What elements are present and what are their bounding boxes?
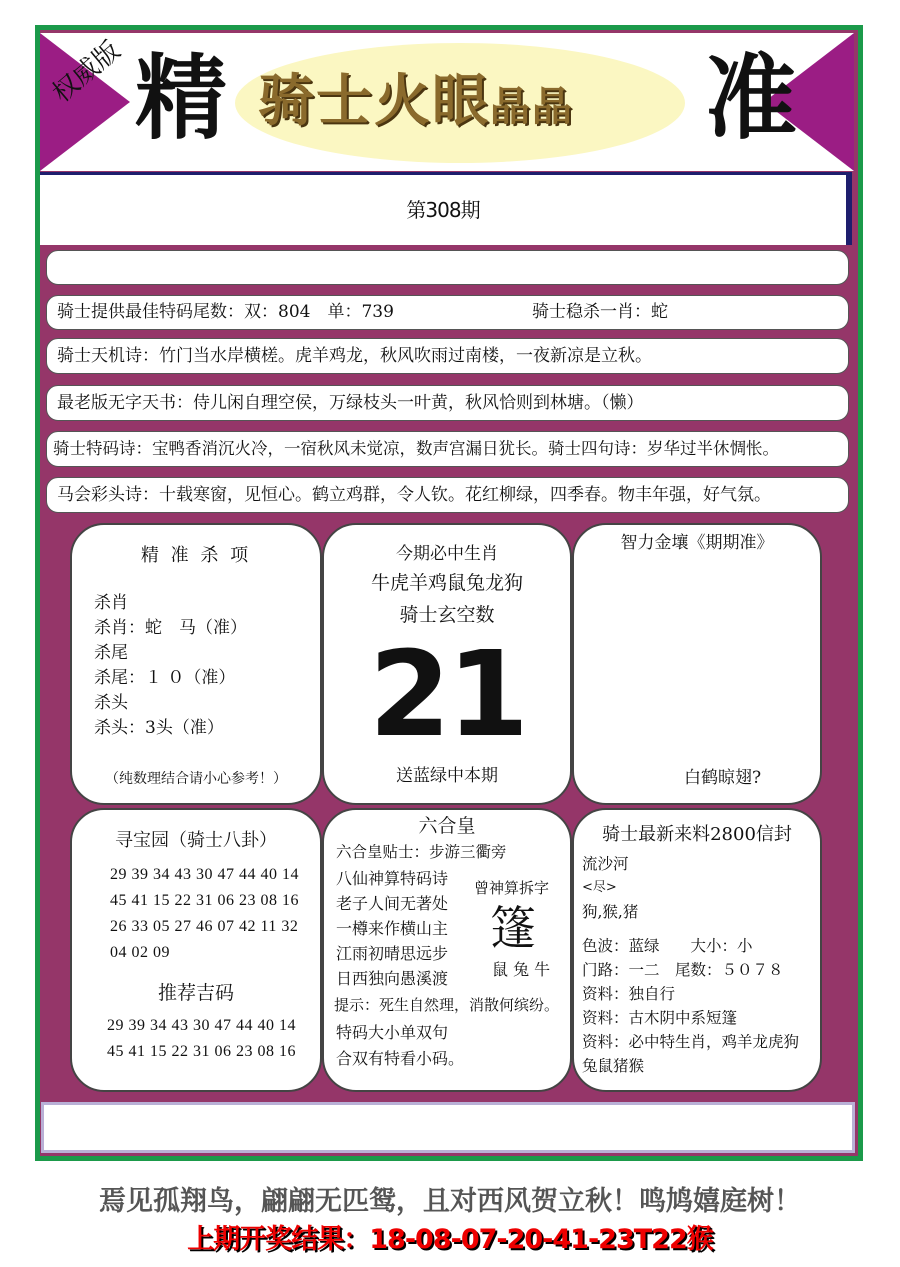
kill-title: 精 准 杀 项 xyxy=(140,545,252,566)
row-text: 骑士提供最佳特码尾数：双：804 单：739 xyxy=(57,302,394,323)
zhili-card xyxy=(572,523,822,805)
letter-line: 色波：蓝绿 大小：小 xyxy=(582,937,753,955)
lhh-card xyxy=(322,808,572,1092)
kill-line: 杀尾 xyxy=(94,643,128,663)
center-zodiacs: 牛虎羊鸡鼠兔龙狗 xyxy=(370,572,523,594)
letter-line: <尽> xyxy=(582,880,617,895)
center-line: 骑士玄空数 xyxy=(399,604,495,626)
letter-line: 兔鼠猪猴 xyxy=(582,1057,645,1075)
last-draw-result: 上期开奖结果：18-08-07-20-41-23T22猴 xyxy=(187,1224,713,1255)
letter-line: 狗,猴,猪 xyxy=(582,903,639,921)
number-line: 29 39 34 43 30 47 44 40 14 xyxy=(110,866,299,883)
kill-line: 杀肖：蛇 马（准） xyxy=(94,618,247,638)
poem-line: 特码大小单双句 xyxy=(336,1023,449,1042)
brand-main: 骑士火眼 xyxy=(258,68,490,134)
kill-note: （纯数理结合请小心参考！） xyxy=(105,771,287,787)
letter-title: 骑士最新来料2800信封 xyxy=(602,824,792,845)
kill-line: 杀尾：１ ０（准） xyxy=(94,668,236,688)
letter-line: 资料：必中特生肖，鸡羊龙虎狗 xyxy=(582,1033,800,1051)
xunbao-card xyxy=(70,808,322,1092)
chaizi-title: 曾神算拆字 xyxy=(474,879,550,897)
info-row xyxy=(46,295,849,330)
empty-banner xyxy=(46,250,849,285)
chaizi-char: 篷 xyxy=(490,901,536,955)
row-text: 骑士天机诗：竹门当水岸横槎。虎羊鸡龙，秋风吹雨过南楼，一夜新凉是立秋。 xyxy=(57,345,652,366)
number-line: 04 02 09 xyxy=(110,944,170,961)
poem-line: 日西独向愚溪渡 xyxy=(336,969,449,988)
info-row xyxy=(46,385,849,421)
bottom-blank-box xyxy=(41,1102,855,1153)
letter-line: 门路：一二 尾数：５０７８ xyxy=(582,961,784,979)
row-text-right: 骑士稳杀一肖：蛇 xyxy=(532,302,668,323)
number-line: 45 41 15 22 31 06 23 08 16 xyxy=(110,892,299,909)
poem-line: 一樽来作横山主 xyxy=(336,919,449,938)
center-line: 送蓝绿中本期 xyxy=(396,766,498,786)
kill-line: 杀肖 xyxy=(94,593,128,613)
brand-title xyxy=(258,68,574,134)
lhh-tip: 六合皇贴士：步游三衢旁 xyxy=(336,843,507,861)
lhh-hint: 提示：死生自然理，消散何缤纷。 xyxy=(334,996,560,1014)
kill-line: 杀头：3头（准） xyxy=(94,718,224,738)
title-left-char: 精 xyxy=(135,45,228,152)
zhili-title: 智力金壤《期期准》 xyxy=(620,533,774,553)
letter-card xyxy=(572,808,822,1092)
chaizi-zodiac: 鼠 兔 牛 xyxy=(492,960,551,979)
letter-line: 流沙河 xyxy=(582,855,629,873)
kill-card xyxy=(70,523,322,805)
lucky-number: 21 xyxy=(368,625,526,763)
title-right-char: 准 xyxy=(705,45,798,152)
number-line: 26 33 05 27 46 07 42 11 32 xyxy=(110,918,299,935)
poem-line: 八仙神算特码诗 xyxy=(336,869,449,888)
poem-line: 合双有特看小码。 xyxy=(336,1049,465,1068)
number-line: 29 39 34 43 30 47 44 40 14 xyxy=(107,1017,296,1034)
zhili-answer: 白鹤晾翅? xyxy=(684,768,762,788)
xunbao-title: 寻宝园（骑士八卦） xyxy=(115,830,277,851)
row-text: 最老版无字天书：侍儿闲自理空侯，万绿枝头一叶黄，秋风恰则到林塘。（懒） xyxy=(57,392,644,413)
info-row xyxy=(46,477,849,513)
info-row xyxy=(46,431,849,467)
center-card xyxy=(322,523,572,805)
center-line: 今期必中生肖 xyxy=(396,544,498,564)
letter-line: 资料：独自行 xyxy=(582,985,676,1003)
number-line: 45 41 15 22 31 06 23 08 16 xyxy=(107,1043,296,1060)
recommend-title: 推荐吉码 xyxy=(157,982,234,1004)
row-text: 马会彩头诗：十载寒窗，见恒心。鹤立鸡群，令人钦。花红柳绿，四季春。物丰年强，好气氛。 xyxy=(57,484,771,505)
letter-line: 资料：古木阴中系短篷 xyxy=(582,1009,738,1027)
brand-small: 晶晶 xyxy=(490,83,574,130)
poem-line: 老子人间无著处 xyxy=(336,894,449,913)
header-banner xyxy=(40,33,854,171)
poem-line: 江雨初晴思远步 xyxy=(336,944,449,963)
lhh-title: 六合皇 xyxy=(418,815,476,837)
row-text: 骑士特码诗：宝鸭香消沉火冷，一宿秋风未觉凉，数声宫漏日犹长。骑士四句诗：岁华过半休惆怅。 xyxy=(53,439,779,459)
edition-label: 权威版 xyxy=(47,35,127,109)
footer-poem: 焉见孤翔鸟，翩翩无匹鸳，且对西风贺立秋！鸣鸠嬉庭树！ xyxy=(99,1186,801,1217)
info-row xyxy=(46,338,849,374)
kill-line: 杀头 xyxy=(94,693,128,713)
period-number: 第308期 xyxy=(40,172,852,245)
